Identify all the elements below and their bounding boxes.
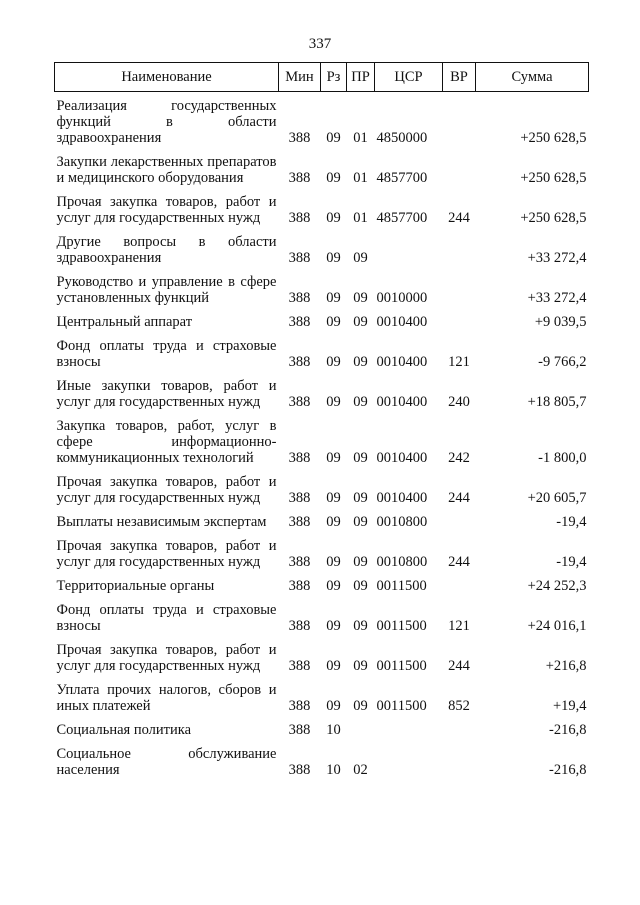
row-min: 388 — [288, 554, 311, 570]
row-vr: 244 — [448, 490, 470, 506]
row-csr: 0010400 — [376, 490, 428, 506]
row-pr: 09 — [353, 554, 368, 570]
row-csr: 0010400 — [376, 314, 428, 330]
table-row — [55, 148, 589, 188]
row-sum: -216,8 — [549, 722, 587, 738]
row-vr — [443, 716, 476, 740]
row-vr — [443, 228, 476, 268]
row-rz: 09 — [326, 514, 341, 530]
row-min: 388 — [288, 514, 311, 530]
header-min: Мин — [279, 63, 321, 92]
row-rz: 10 — [326, 762, 341, 778]
row-min: 388 — [288, 698, 311, 714]
row-name: Социальная политика — [56, 722, 192, 738]
row-rz: 09 — [326, 314, 341, 330]
row-min: 388 — [288, 354, 311, 370]
row-sum: -9 766,2 — [538, 354, 587, 370]
row-rz: 09 — [326, 354, 341, 370]
row-pr: 09 — [353, 658, 368, 674]
row-min: 388 — [288, 250, 311, 266]
row-name: Иные закупки товаров, работ и услуг для государственных нужд — [56, 378, 277, 410]
row-name: Прочая закупка товаров, работ и услуг для государственных нужд — [56, 538, 277, 570]
table-row — [55, 508, 589, 532]
row-pr — [347, 716, 375, 740]
table-row — [55, 572, 589, 596]
table-row — [55, 740, 589, 780]
table-row — [55, 676, 589, 716]
row-vr — [443, 148, 476, 188]
row-pr: 09 — [353, 290, 368, 306]
row-vr: 240 — [448, 394, 470, 410]
row-csr: 0010800 — [376, 554, 428, 570]
row-pr: 09 — [353, 250, 368, 266]
row-vr — [443, 508, 476, 532]
table-header — [55, 63, 589, 92]
row-min: 388 — [288, 130, 311, 146]
row-csr: 4850000 — [376, 130, 428, 146]
row-sum: +250 628,5 — [520, 170, 587, 186]
row-rz: 09 — [326, 658, 341, 674]
row-csr: 4857700 — [376, 170, 428, 186]
row-vr: 244 — [448, 210, 470, 226]
row-rz: 09 — [326, 394, 341, 410]
row-sum: +250 628,5 — [520, 130, 587, 146]
table-row — [55, 412, 589, 468]
row-csr — [375, 228, 443, 268]
row-name: Территориальные органы — [56, 578, 215, 594]
row-csr — [375, 740, 443, 780]
row-vr: 121 — [448, 618, 470, 634]
row-min: 388 — [288, 618, 311, 634]
row-rz: 09 — [326, 130, 341, 146]
row-min: 388 — [288, 490, 311, 506]
row-name: Закупка товаров, работ, услуг в сфере информационно-коммуникационных технологий — [56, 418, 277, 466]
row-vr: 121 — [448, 354, 470, 370]
row-sum: +216,8 — [545, 658, 587, 674]
row-pr: 01 — [353, 170, 368, 186]
row-rz: 09 — [326, 170, 341, 186]
row-name: Реализация государственных функций в области здравоохранения — [56, 98, 277, 146]
row-csr: 0011500 — [376, 658, 427, 674]
row-pr: 09 — [353, 698, 368, 714]
row-csr: 0011500 — [376, 698, 427, 714]
row-pr: 09 — [353, 514, 368, 530]
row-name: Социальное обслуживание населения — [56, 746, 277, 778]
row-min: 388 — [288, 170, 311, 186]
row-rz: 09 — [326, 490, 341, 506]
row-rz: 09 — [326, 210, 341, 226]
row-name: Другие вопросы в области здравоохранения — [56, 234, 277, 266]
row-csr: 4857700 — [376, 210, 428, 226]
row-pr: 02 — [353, 762, 368, 778]
header-rz: Рз — [321, 63, 347, 92]
table-row — [55, 532, 589, 572]
row-sum: +33 272,4 — [527, 250, 587, 266]
table-row — [55, 228, 589, 268]
row-pr: 09 — [353, 314, 368, 330]
row-vr — [443, 308, 476, 332]
row-pr: 01 — [353, 130, 368, 146]
row-csr: 0011500 — [376, 578, 427, 594]
row-min: 388 — [288, 722, 311, 738]
row-csr: 0010400 — [376, 450, 428, 466]
row-rz: 10 — [326, 722, 341, 738]
header-vr: ВР — [443, 63, 476, 92]
table-row — [55, 468, 589, 508]
header-pr: ПР — [347, 63, 375, 92]
row-csr: 0010400 — [376, 394, 428, 410]
row-min: 388 — [288, 394, 311, 410]
row-vr — [443, 92, 476, 149]
row-vr — [443, 268, 476, 308]
row-name: Прочая закупка товаров, работ и услуг для государственных нужд — [56, 642, 277, 674]
row-rz: 09 — [326, 250, 341, 266]
row-min: 388 — [288, 450, 311, 466]
row-rz: 09 — [326, 290, 341, 306]
row-sum: +24 016,1 — [527, 618, 587, 634]
row-name: Выплаты независимым экспертам — [56, 514, 267, 530]
row-name: Уплата прочих налогов, сборов и иных платежей — [56, 682, 277, 714]
table-row — [55, 372, 589, 412]
row-name: Руководство и управление в сфере установленных функций — [56, 274, 277, 306]
table-row — [55, 92, 589, 149]
row-vr — [443, 572, 476, 596]
row-sum: +33 272,4 — [527, 290, 587, 306]
table-body — [55, 92, 589, 781]
row-sum: +18 805,7 — [527, 394, 587, 410]
row-rz: 09 — [326, 450, 341, 466]
row-pr: 09 — [353, 578, 368, 594]
row-sum: +9 039,5 — [534, 314, 587, 330]
row-pr: 09 — [353, 354, 368, 370]
row-vr: 242 — [448, 450, 470, 466]
row-sum: -19,4 — [556, 514, 587, 530]
row-name: Закупки лекарственных препаратов и медицинского оборудования — [56, 154, 277, 186]
row-sum: -216,8 — [549, 762, 587, 778]
row-name: Центральный аппарат — [56, 314, 193, 330]
row-pr: 09 — [353, 394, 368, 410]
row-sum: -19,4 — [556, 554, 587, 570]
row-vr: 244 — [448, 658, 470, 674]
row-vr: 852 — [448, 698, 470, 714]
table-row — [55, 308, 589, 332]
header-name: Наименование — [55, 63, 279, 92]
row-csr: 0010800 — [376, 514, 428, 530]
row-name: Фонд оплаты труда и страховые взносы — [56, 338, 277, 370]
row-sum: -1 800,0 — [538, 450, 587, 466]
header-csr: ЦСР — [375, 63, 443, 92]
row-name: Прочая закупка товаров, работ и услуг для государственных нужд — [56, 194, 277, 226]
row-rz: 09 — [326, 698, 341, 714]
table-row — [55, 268, 589, 308]
row-rz: 09 — [326, 554, 341, 570]
row-pr: 09 — [353, 490, 368, 506]
row-min: 388 — [288, 658, 311, 674]
table-row — [55, 716, 589, 740]
row-sum: +250 628,5 — [520, 210, 587, 226]
header-sum: Сумма — [476, 63, 589, 92]
row-min: 388 — [288, 578, 311, 594]
row-name: Прочая закупка товаров, работ и услуг для государственных нужд — [56, 474, 277, 506]
row-csr — [375, 716, 443, 740]
budget-table — [54, 62, 589, 780]
row-sum: +24 252,3 — [527, 578, 587, 594]
row-name: Фонд оплаты труда и страховые взносы — [56, 602, 277, 634]
row-min: 388 — [288, 210, 311, 226]
row-pr: 01 — [353, 210, 368, 226]
row-sum: +19,4 — [552, 698, 587, 714]
table-row — [55, 596, 589, 636]
row-csr: 0010000 — [376, 290, 428, 306]
row-min: 388 — [288, 314, 311, 330]
row-vr: 244 — [448, 554, 470, 570]
page-number: 337 — [308, 36, 332, 52]
row-pr: 09 — [353, 618, 368, 634]
row-min: 388 — [288, 762, 311, 778]
row-pr: 09 — [353, 450, 368, 466]
table-row — [55, 636, 589, 676]
row-min: 388 — [288, 290, 311, 306]
table-row — [55, 188, 589, 228]
row-rz: 09 — [326, 618, 341, 634]
row-csr: 0010400 — [376, 354, 428, 370]
row-sum: +20 605,7 — [527, 490, 587, 506]
row-vr — [443, 740, 476, 780]
table-row — [55, 332, 589, 372]
row-rz: 09 — [326, 578, 341, 594]
row-csr: 0011500 — [376, 618, 427, 634]
